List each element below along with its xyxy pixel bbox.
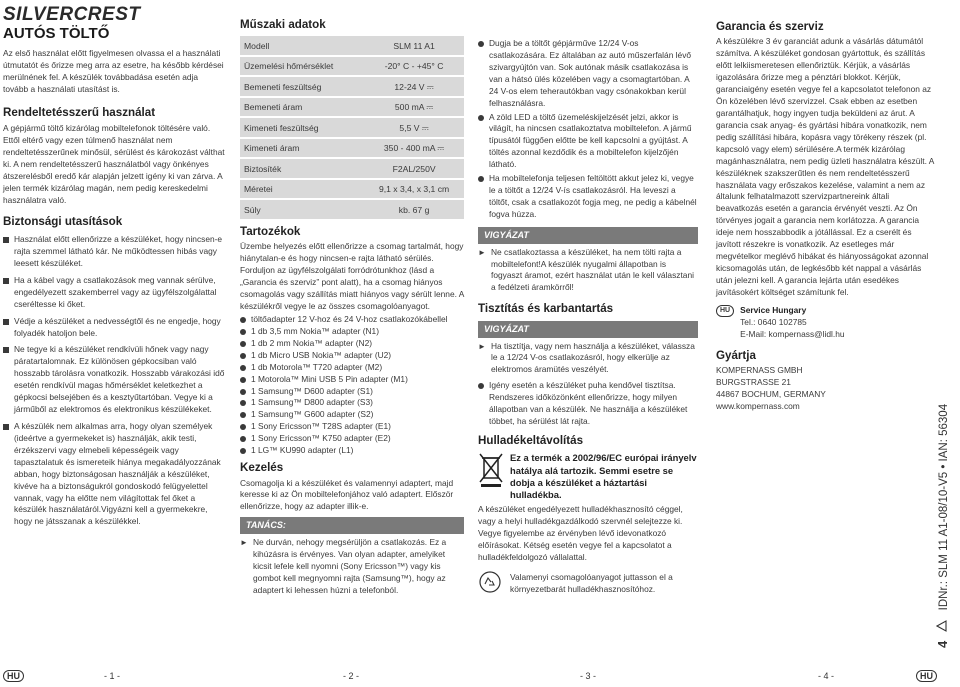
list-item: 1 db 3,5 mm Nokia™ adapter (N1) — [240, 326, 464, 338]
list-item: Ha mobiltelefonja teljesen feltöltött akkut jelez ki, vegye le a töltőt a 12/24 V-ís csatlakozásról. Ha leveszi a töltőt, csak a csatlakozót fogja meg, ne pedig a kábelnél fogva húzza. — [478, 173, 698, 221]
service-block — [716, 305, 938, 341]
list-item: töltőadapter 12 V-hoz és 24 V-hoz csatlakozókábellel — [240, 314, 464, 326]
heading-manufacturer: Gyártja — [716, 348, 756, 362]
page-number-3: - 3 - — [580, 671, 597, 681]
heading-warranty: Garancia és szerviz — [716, 20, 824, 33]
column-4 — [716, 20, 938, 413]
bullet-icon — [240, 412, 246, 418]
heading-disposal: Hulladékeltávolítás — [478, 433, 584, 447]
accessories-paragraph: Üzembe helyezés előtt ellenőrizze a csomag tartalmát, hogy hiánytalan-e és hogy nincsen-e rajta látható sérülés. Forduljon az ügyfélszolgálati forródrótunkhoz (lásd a „Garancia és szerviz” pont alatt), ha a csomag hiányos csomagolás vagy szállítás miatt hiányos vagy sérült lenne. A készülékről vegye le az összes csomagolóanyagot. — [240, 241, 464, 312]
bullet-icon — [240, 436, 246, 442]
safety-item: A készülék nem alkalmas arra, hogy olyan személyek (ideértve a gyermekeket is) használják, akik testi, érzékszervi vagy elmebeli képességeik vagy tapasztalatuk és ismereteik hiánya megakadályozzának abban, hogy biztonságosan használják a készüléket, kivéve ha a biztonságukról gondoskodó felügyelettel vannak, vagy ha előtte nem világítottak fel őket a készülék használatáról.Vigyázni kell a gyermekekre, hogy ne játsszanak a készülékkel. — [3, 421, 225, 528]
heading-accessories: Tartozékok — [240, 224, 301, 238]
warning-item: ► Ne csatlakoztassa a készüléket, ha nem tölti rajta a mobiltelefont!A készülék nyugalmi állapotban is fogyaszt áramot, ezért használat után le kell választani a fedélzeti áramkörről! — [478, 246, 694, 293]
table-row: Bemeneti feszültség 12-24 V ⎓ — [240, 76, 464, 97]
bullet-icon — [240, 377, 246, 383]
warning-triangle-icon — [936, 620, 952, 632]
list-item: 1 Samsung™ D800 adapter (S3) — [240, 397, 464, 409]
safety-item: Használat előtt ellenőrizze a készüléket, hogy nincsen-e rajta szemmel látható kár. Ne működtessen hibás vagy leesett készüléket. — [3, 234, 225, 270]
arrow-bullet-icon: ► — [478, 247, 486, 257]
list-item: 1 Samsung™ G600 adapter (S2) — [240, 409, 464, 421]
spec-table — [240, 36, 464, 221]
bullet-icon — [240, 329, 246, 335]
warranty-paragraph: A készülékre 3 év garanciát adunk a vásárlás dátumától számítva. A készüléket gondosan gyártottuk, és szállítás előtt lelkiismeretesen ellenőriztük. Kérjük, a vásárlás igazolására őrizze meg a pénztári blokkot. Kérjük, garanciaigény esetén vegye fel a kapcsolatot telefonon az Ön közelében lévő szervizzel. Csak ebben az esetben garantálhatjuk, hogy ingyen tudja beküldeni az árut. A garancia csak anyag- és gyártási hibára vonatkozik, nem pedig szállítási hibára, kopásra vagy törékeny részek (pl. kapcsoló vagy elem) sérülésére.A termék kizárólag magánhasználatra, nem pedig üzleti használatra készült. A készüléknek szakszerűtlen és nem rendeltetésszerű használata vagy erőszakos kezelése, valamint a nem az általunk felhatalmazott szervizpartnereink általi beavatkozás esetén a garancia érvényét veszti. Az Ön törvényes jogait a garancia nem korlátozza. A garancia ideje nem hosszabbodik a jótállással. Ez a cserélt és javított részekre is vonatkozik. Az esetleges már megvételkor meglévő hibákat és hiányosságokat azonnal kicsomagolás után, de legkésőbb két nappal a vásárlás után jelezni kell. A garancia lejárta után esedékes javításokért költséget számítunk fel. — [716, 36, 934, 297]
page-number-4: - 4 - — [818, 671, 835, 681]
footer-country-badge-right: HU — [916, 670, 937, 682]
list-item: 1 db Micro USB Nokia™ adapter (U2) — [240, 350, 464, 362]
column-3 — [478, 38, 698, 598]
square-bullet-icon — [3, 278, 9, 284]
list-item: Igény esetén a készüléket puha kendővel tisztítsa. Rendszeres időközönként ellenőrizze, hogy milyen állapotban van a készülék. Ne használja a készüléket többet, ha sérülést lát rajta. — [478, 380, 698, 428]
brand-logo: SILVERCREST — [3, 4, 141, 25]
list-item: 1 LG™ KU990 adapter (L1) — [240, 445, 464, 457]
bullet-icon — [240, 353, 246, 359]
manufacturer-address: KOMPERNASS GMBH BURGSTRASSE 21 44867 BOCHUM, GERMANY www.kompernass.com — [716, 365, 938, 413]
safety-item: Ha a kábel vagy a csatlakozások meg vannak sérülve, engedélyezett szakemberrel vagy az ügyfélszolgálattal cseréltesse ki őket. — [3, 275, 225, 311]
list-item: 1 db 2 mm Nokia™ adapter (N2) — [240, 338, 464, 350]
page-title: AUTÓS TÖLTŐ — [3, 25, 110, 42]
bullet-icon — [240, 400, 246, 406]
heading-safety: Biztonsági utasítások — [3, 214, 123, 228]
column-1 — [3, 48, 225, 528]
warning-banner: VIGYÁZAT — [478, 321, 698, 338]
safety-item: Védje a készüléket a nedvességtől és ne engedje, hogy folyadék hatoljon bele. — [3, 316, 225, 340]
page-number-1: - 1 - — [104, 671, 121, 681]
square-bullet-icon — [3, 237, 9, 243]
bullet-icon — [240, 341, 246, 347]
list-item: 1 Motorola™ Mini USB 5 Pin adapter (M1) — [240, 374, 464, 386]
bullet-icon — [240, 448, 246, 454]
recycle-notice — [478, 570, 698, 598]
arrow-bullet-icon: ► — [478, 341, 486, 351]
side-id-label: 4 IDNr.: SLM 11 A1-08/10-V5 • IAN: 56304 — [934, 404, 952, 648]
heading-operation: Kezelés — [240, 461, 284, 475]
warning-item: ► Ha tisztítja, vagy nem használja a készüléket, válassza le a 12/24 V-os csatlakozásról, hogy elkerülje az elektromos áramütés veszélyét. — [478, 340, 695, 375]
square-bullet-icon — [3, 424, 9, 430]
footer-country-badge-left: HU — [3, 670, 24, 682]
table-row: Üzemelési hőmérséklet -20° C - +45° C — [240, 56, 464, 77]
arrow-bullet-icon: ► — [240, 538, 248, 548]
bullet-icon — [478, 41, 484, 47]
table-row: Súly kb. 67 g — [240, 199, 464, 220]
warning-banner: VIGYÁZAT — [478, 227, 698, 244]
service-email[interactable]: E-Mail: kompernass@lidl.hu — [740, 328, 845, 339]
service-name: Service Hungary — [740, 304, 807, 315]
table-row: Bemeneti áram 500 mA ⎓ — [240, 97, 464, 118]
table-row: Modell SLM 11 A1 — [240, 36, 464, 56]
operation-paragraph: Csomagolja ki a készüléket és valamennyi adaptert, majd keresse ki az Ön mobiltelefonjához való adaptert. Először ellenőrizze, hogy az adapter illik-e. — [240, 477, 454, 512]
safety-item: Ne tegye ki a készüléket rendkívüli hőnek vagy nagy páratartalomnak. Ez különösen gépkocsiban való hosszabb tárolásra vonatkozik. Hosszabb várakozási idő esetén rendkívül magas hőmérséklet keletkezhet a gépkocsi belsejében és a kesztyűtartóban. Vegye ki a járműből az elektromos és elektronikus készülékeket. — [3, 344, 225, 416]
heading-cleaning: Tisztítás és karbantartás — [478, 302, 614, 316]
table-row: Kimeneti áram 350 - 400 mA ⎓ — [240, 138, 464, 159]
column-2 — [240, 18, 464, 597]
list-item: A zöld LED a töltő üzemeléskijelzését jelzi, akkor is világít, ha nincsen csatlakoztatva mobiltelefon. A jármű típusától függően előtte be kell kapcsolni a gyújtást. A töltés azonnal kezdődik és a mobiltelefon kijelzőjén látható. — [478, 112, 698, 172]
heading-intended-use: Rendeltetésszerű használat — [3, 105, 156, 119]
bullet-icon — [478, 176, 484, 182]
list-item: 1 db Motorola™ T720 adapter (M2) — [240, 362, 464, 374]
service-phone: Tel.: 0640 102785 — [740, 316, 807, 327]
list-item: 1 Samsung™ D600 adapter (S1) — [240, 386, 464, 398]
heading-specs: Műszaki adatok — [240, 18, 326, 31]
recycle-paragraph: Valamenyi csomagolóanyagot juttasson el a környezetbarát hulladékhasznosítóhoz. — [510, 571, 673, 594]
square-bullet-icon — [3, 319, 9, 325]
website-link[interactable]: www.kompernass.com — [716, 400, 800, 411]
bullet-icon — [240, 365, 246, 371]
square-bullet-icon — [3, 347, 9, 353]
intended-use-paragraph: A gépjármű töltő kizárólag mobiltelefonok töltésére való. Ettől eltérő vagy ezen túlmenő használat nem rendeltetésszerűnek minősül, sérülést és károkozást válthat ki. A nem rendeltetésszerű használatból vagy önkényes átszerelésből eredő kár alapján jelzett igény ki van zárva. A jelen termék kizárólag magán, nem pedig kereskedelmi használatra való. — [3, 123, 225, 205]
bullet-icon — [240, 317, 246, 323]
list-item: 1 Sony Ericsson™ K750 adapter (E2) — [240, 433, 464, 445]
country-badge: HU — [716, 305, 734, 317]
tip-banner: TANÁCS: — [240, 517, 464, 534]
table-row: Kimeneti feszültség 5,5 V ⎓ — [240, 117, 464, 138]
table-row: Méretei 9,1 x 3,4, x 3,1 cm — [240, 179, 464, 200]
disposal-paragraph: A készüléket engedélyezett hulladékhasznosító céggel, vagy a helyi hulladékgazdálkodó szervnél selejtezze ki. Vegye figyelembe az érvényben lévő idevonatkozó előírásokat. Kétség esetén vegye fel a kapcsolatot a hulladékfeldolgozó vállalattal. — [478, 504, 683, 563]
bullet-icon — [478, 115, 484, 121]
accessories-list — [240, 314, 464, 457]
page-number-2: - 2 - — [343, 671, 360, 681]
tip-item: ► Ne durván, nehogy megsérüljön a csatlakozás. Ez a kihúzásra is érvényes. Van olyan adapter, amelyiket kicsit lefele kell nyomni (Sony Ericsson™) vagy kis gombot kell megnyomni rajta (Samsung™), hogy az adaptert ki lehessen húzni a telefonból. — [240, 537, 447, 595]
intro-paragraph: Az első használat előtt figyelmesen olvassa el a használati útmutatót és őrizze meg arra az esetre, ha később kérdései merülnének fel. A készülék továbbadása esetén adja tovább a használati utasítást is. — [3, 48, 224, 94]
bullet-icon — [240, 424, 246, 430]
bullet-icon — [478, 383, 484, 389]
recycle-icon — [478, 570, 502, 598]
table-row: Biztosíték F2AL/250V — [240, 158, 464, 179]
list-item: Dugja be a töltőt gépjárműve 12/24 V-os csatlakozására. Ez általában az autó műszerfalán lévő szivargyújtón van. Sok autónak másik csatlakozása is van a hátsó ülés közelében vagy a csomagtartóban. A 24 V-os elem teherautókban vagy csónakokban kerül felhasználásra. — [478, 38, 698, 110]
disposal-warning-text: Ez a termék a 2002/96/EC európai irányelv hatálya alá tartozik. Semmi esetre se dobja a készüléket a háztartási hulladékba. — [510, 452, 697, 501]
bullet-icon — [240, 389, 246, 395]
list-item: 1 Sony Ericsson™ T28S adapter (E1) — [240, 421, 464, 433]
disposal-notice — [478, 452, 698, 501]
crossed-bin-icon — [478, 452, 504, 492]
